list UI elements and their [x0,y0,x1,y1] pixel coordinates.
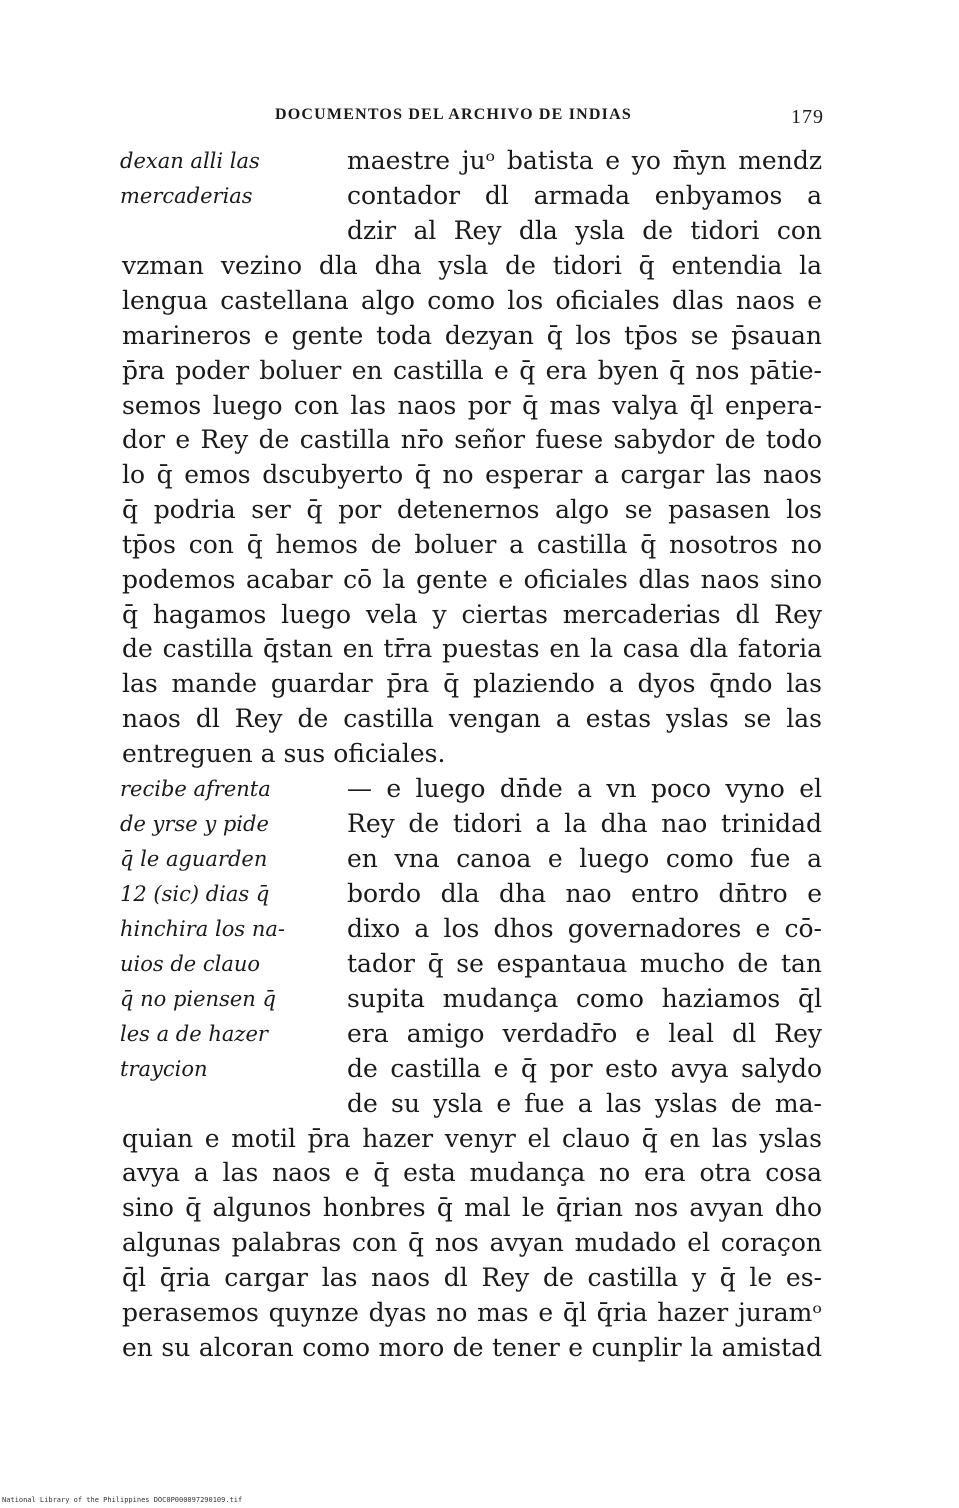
body-line: de castilla q̄stan en tr̄ra puestas en la casa dla fatoria [122,634,822,663]
margin-note-line: 12 (sic) dias q̄ [120,882,270,906]
body-line: era amigo verdadr̄o e leal dl Rey [347,1019,822,1048]
body-line: lo q̄ emos dscubyerto q̄ no esperar a cargar las naos [122,460,822,489]
body-line: sino q̄ algunos honbres q̄ mal le q̄rian nos avyan dho [122,1193,822,1222]
body-line: naos dl Rey de castilla vengan a estas yslas se las [122,704,822,733]
body-line: maestre juᵒ batista e yo m̄yn mendz [347,146,822,175]
body-line: dzir al Rey dla ysla de tidori con [347,216,822,245]
body-line: marineros e gente toda dezyan q̄ los tp̄os se p̄sauan [122,321,822,350]
margin-note-line: traycion [120,1057,208,1081]
body-line: de su ysla e fue a las yslas de ma- [347,1089,822,1118]
body-line: en vna canoa e luego como fue a [347,844,822,873]
margin-note-line: q̄ le aguarden [120,847,268,871]
body-line: tador q̄ se espantaua mucho de tan [347,949,822,978]
margin-note-line: uios de clauo [120,952,261,976]
page-header [120,106,824,130]
body-line: de castilla e q̄ por esto avya salydo [347,1054,822,1083]
margin-note-line: mercaderias [120,184,253,208]
body-line: q̄ hagamos luego vela y ciertas mercaderias dl Rey [122,600,822,629]
running-head: DOCUMENTOS DEL ARCHIVO DE INDIAS [275,106,632,123]
body-line: las mande guardar p̄ra q̄ plaziendo a dyos q̄ndo las [122,669,822,698]
body-line: tp̄os con q̄ hemos de boluer a castilla q̄ nosotros no [122,530,822,559]
body-line: quian e motil p̄ra hazer venyr el clauo q̄ en las yslas [122,1124,822,1153]
body-line: dixo a los dhos governadores e cō- [347,914,822,943]
body-line: q̄l q̄ria cargar las naos dl Rey de castilla y q̄ le es- [122,1263,822,1292]
body-line: avya a las naos e q̄ esta mudança no era otra cosa [122,1158,822,1187]
body-line: dor e Rey de castilla nr̄o señor fuese sabydor de todo [122,425,822,454]
body-line: podemos acabar cō la gente e oficiales dlas naos sino [122,565,822,594]
page-number: 179 [791,106,824,128]
body-line: contador dl armada enbyamos a [347,181,822,210]
margin-note-line: dexan alli las [120,149,260,173]
margin-note-line: de yrse y pide [120,812,269,836]
body-line: algunas palabras con q̄ nos avyan mudado el coraçon [122,1228,822,1257]
body-line: Rey de tidori a la dha nao trinidad [347,809,822,838]
body-line: semos luego con las naos por q̄ mas valya q̄l enpera- [122,391,822,420]
body-line: p̄ra poder boluer en castilla e q̄ era byen q̄ nos pātie- [122,356,822,385]
body-line: bordo dla dha nao entro dn̄tro e [347,879,822,908]
body-line: perasemos quynze dyas no mas e q̄l q̄ria hazer juramᵒ [122,1298,822,1327]
margin-note-line: hinchira los na- [120,917,285,941]
body-line: — e luego dn̄de a vn poco vyno el [347,774,822,803]
body-line: q̄ podria ser q̄ por detenernos algo se pasasen los [122,495,822,524]
body-line: en su alcoran como moro de tener e cunplir la amistad [122,1333,822,1362]
margin-note-line: q̄ no piensen q̄ [120,987,276,1011]
body-line: lengua castellana algo como los oficiales dlas naos e [122,286,822,315]
body-line: vzman vezino dla dha ysla de tidori q̄ entendia la [122,251,822,280]
body-line: entreguen a sus oficiales. [122,739,446,768]
scan-footer: National Library of the Philippines DOC0P000097290109.tif [2,1496,243,1504]
margin-note-line: recibe afrenta [120,777,271,801]
body-line: supita mudança como haziamos q̄l [347,984,822,1013]
margin-note-line: les a de hazer [120,1022,268,1046]
